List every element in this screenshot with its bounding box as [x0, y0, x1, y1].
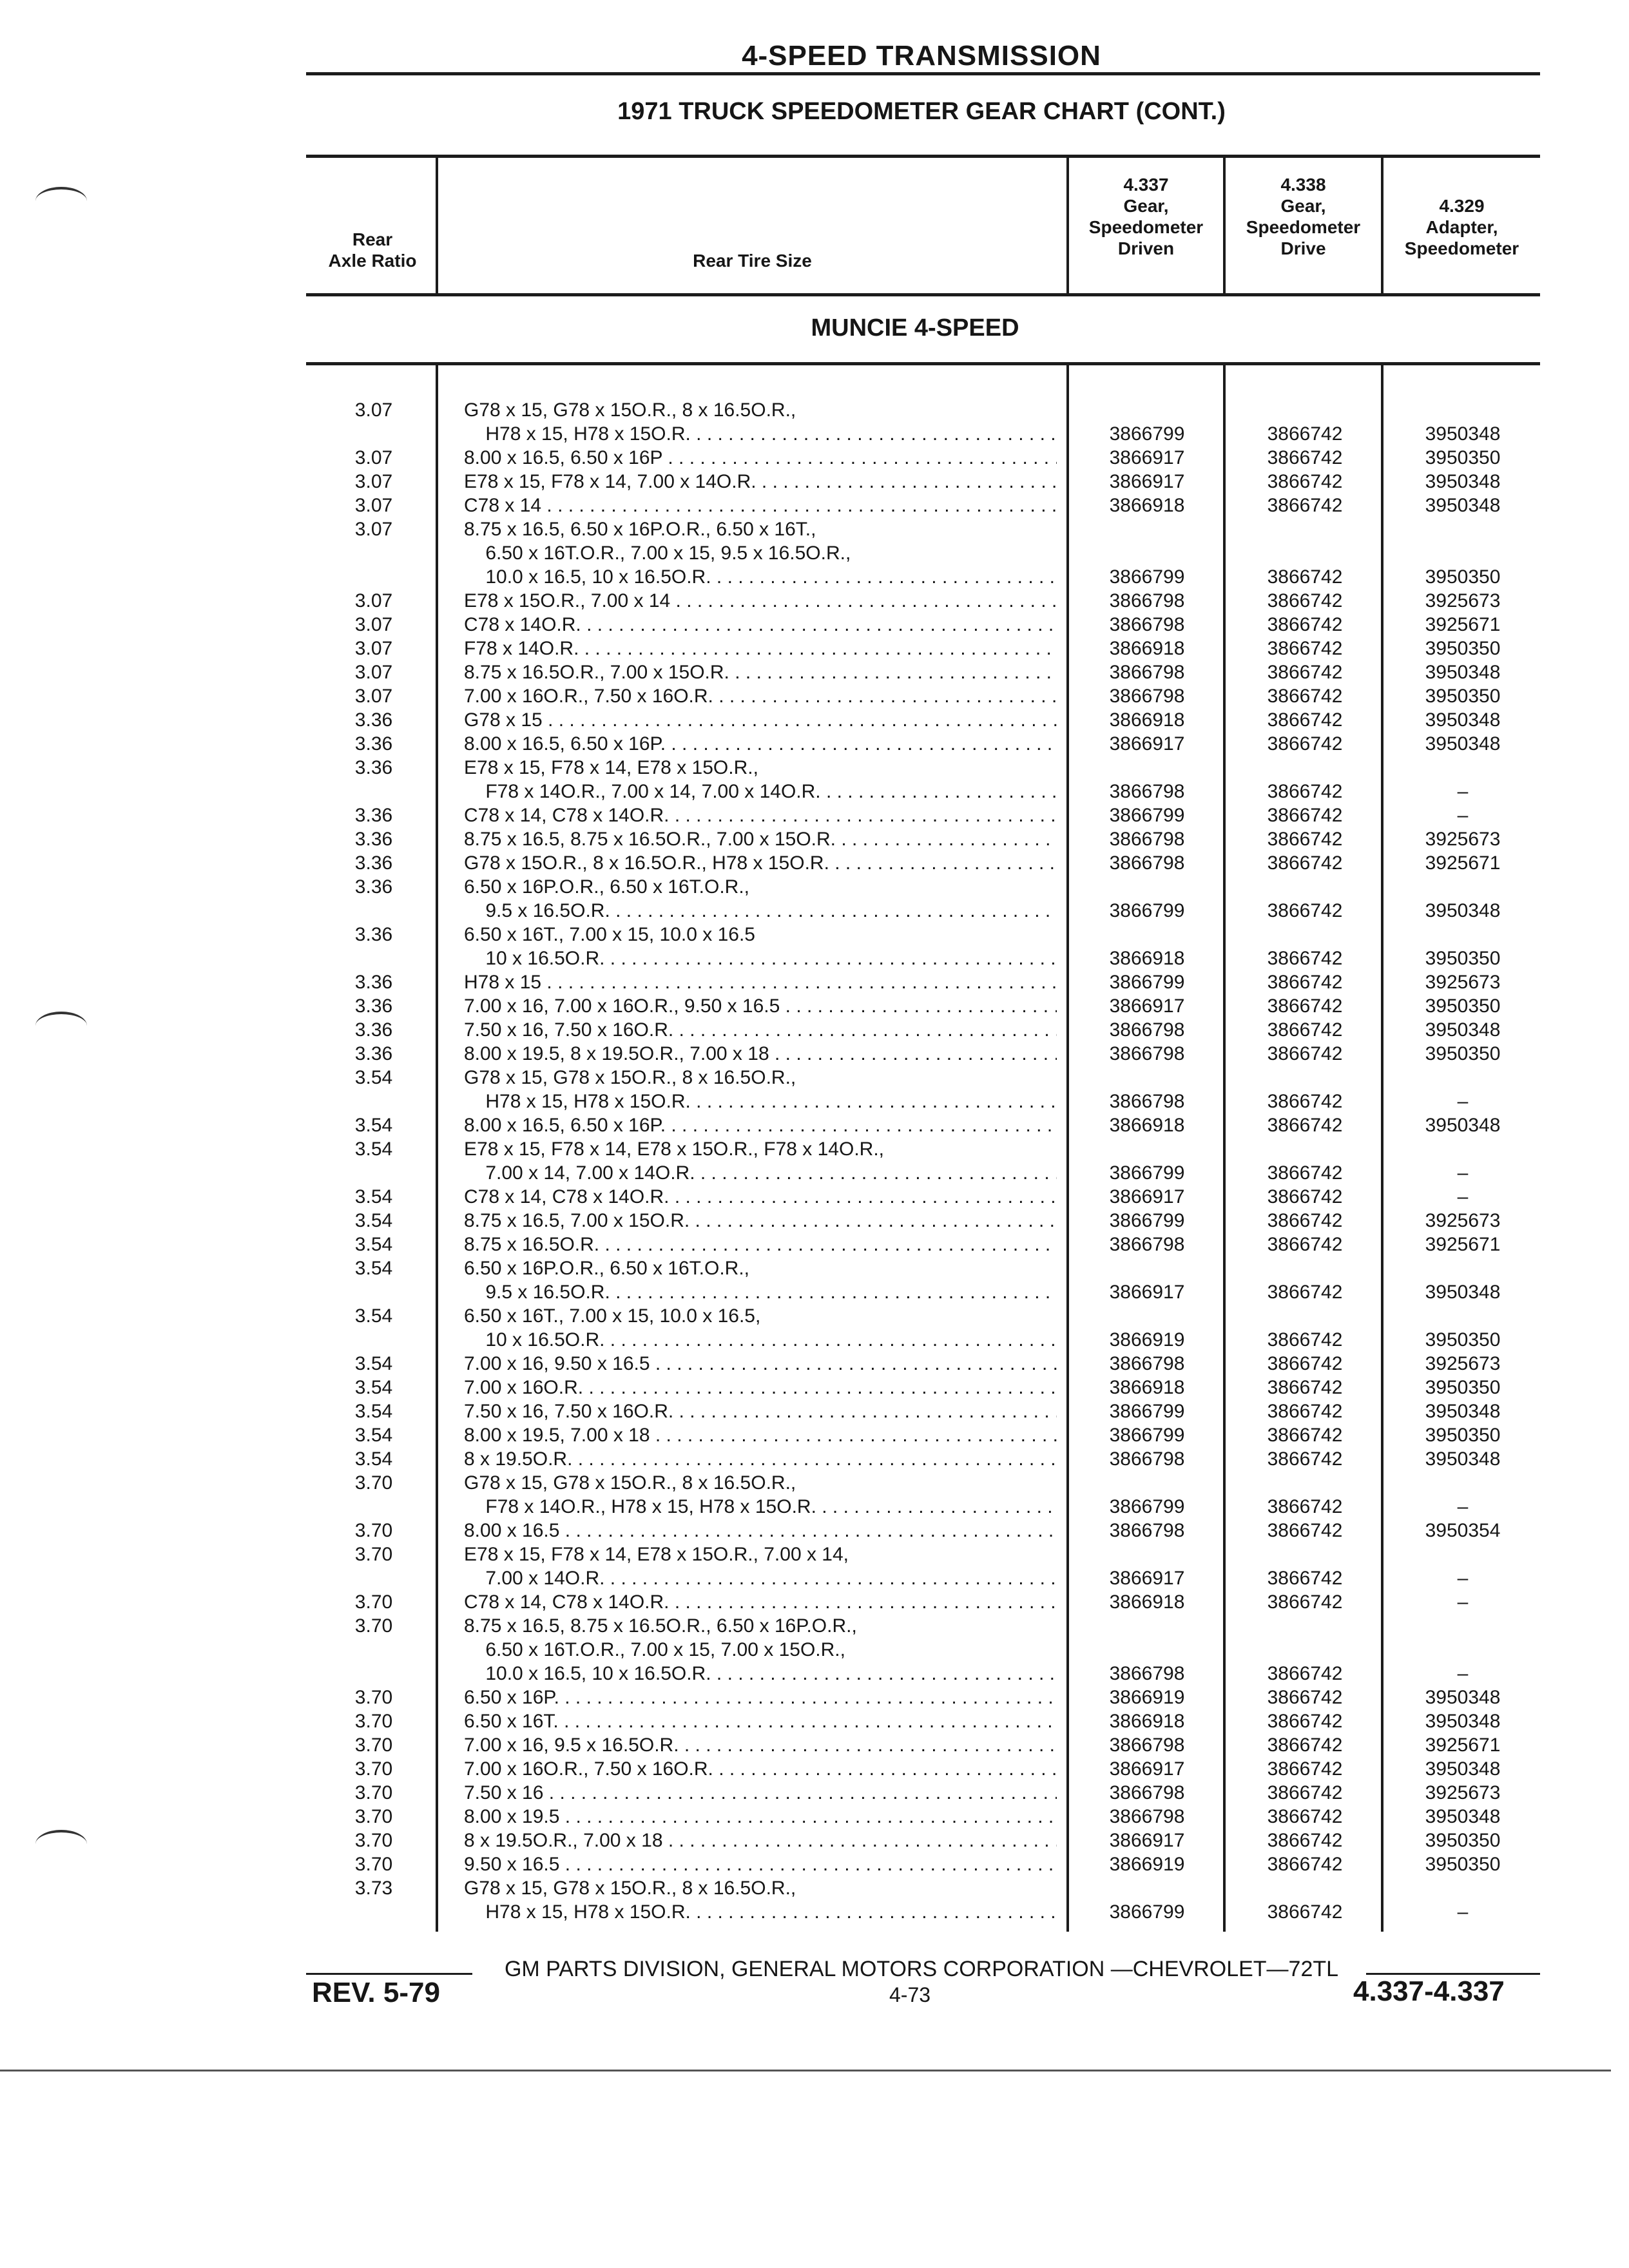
tire-size-cell: 6.50 x 16T., 7.00 x 15, 10.0 x 16.5, [464, 1305, 761, 1327]
tire-size-cell: F78 x 14O.R. . . . [464, 637, 1057, 660]
gear-drive-cell: 3866742 [1267, 1234, 1343, 1255]
axle-ratio-cell: 3.70 [354, 1735, 393, 1756]
adapter-cell: – [1457, 1162, 1469, 1184]
axle-ratio-cell: 3.07 [354, 638, 393, 659]
gear-driven-cell: 3866917 [1109, 1186, 1185, 1207]
adapter-cell: 3950348 [1425, 1019, 1501, 1041]
gear-driven-cell: 3866799 [1109, 1210, 1185, 1231]
adapter-cell: 3925671 [1425, 1234, 1501, 1255]
adapter-cell: 3950348 [1425, 662, 1501, 683]
gear-drive-cell: 3866742 [1267, 805, 1343, 826]
tire-size-cell: 7.50 x 16 . . . [464, 1781, 1057, 1805]
axle-ratio-cell: 3.54 [354, 1258, 393, 1279]
adapter-cell: 3925671 [1425, 852, 1501, 874]
tire-size-cell: 7.00 x 16O.R., 7.50 x 16O.R. . . . [464, 1757, 1057, 1781]
axle-ratio-cell: 3.54 [354, 1305, 393, 1327]
gear-driven-cell: 3866798 [1109, 852, 1185, 874]
gear-drive-cell: 3866742 [1267, 1687, 1343, 1708]
tire-size-cell: G78 x 15 . . . [464, 708, 1057, 732]
gear-driven-cell: 3866918 [1109, 1115, 1185, 1136]
adapter-cell: 3925673 [1425, 829, 1501, 850]
adapter-cell: – [1457, 1591, 1469, 1613]
tire-size-cell: 6.50 x 16T.O.R., 7.00 x 15, 9.5 x 16.5O.R., [464, 543, 851, 564]
axle-ratio-cell: 3.36 [354, 829, 393, 850]
adapter-cell: 3950354 [1425, 1520, 1501, 1541]
header-gear-drive [1226, 174, 1381, 259]
title-rule [306, 72, 1540, 75]
adapter-cell: – [1457, 1091, 1469, 1112]
tire-size-cell: 7.00 x 16, 9.5 x 16.5O.R. . . . [464, 1733, 1057, 1757]
gear-drive-cell: 3866742 [1267, 972, 1343, 993]
tire-size-cell: E78 x 15, F78 x 14, E78 x 15O.R., 7.00 x 14, [464, 1544, 849, 1565]
adapter-cell: 3950350 [1425, 447, 1501, 468]
gear-driven-cell: 3866798 [1109, 1782, 1185, 1803]
axle-ratio-cell: 3.54 [354, 1448, 393, 1470]
tire-size-cell: 7.00 x 16, 7.00 x 16O.R., 9.50 x 16.5 . . . [464, 994, 1057, 1018]
axle-ratio-cell: 3.70 [354, 1544, 393, 1565]
axle-ratio-cell: 3.07 [354, 662, 393, 683]
tire-size-cell: 6.50 x 16P. . . . [464, 1686, 1057, 1709]
tire-size-cell: 7.50 x 16, 7.50 x 16O.R. . . . [464, 1399, 1057, 1423]
tire-size-cell: 8.00 x 16.5, 6.50 x 16P. . . . [464, 1113, 1057, 1137]
adapter-cell: 3950348 [1425, 495, 1501, 516]
axle-ratio-cell: 3.54 [354, 1377, 393, 1398]
gear-drive-cell: 3866742 [1267, 1591, 1343, 1613]
header-line: Drive [1280, 238, 1326, 258]
adapter-cell: 3950350 [1425, 1830, 1501, 1851]
tire-size-cell: C78 x 14O.R. . . . [464, 613, 1057, 637]
gear-drive-cell: 3866742 [1267, 590, 1343, 611]
gear-driven-cell: 3866917 [1109, 471, 1185, 492]
tire-size-cell: 8.75 x 16.5, 8.75 x 16.5O.R., 7.00 x 15O.R. . . . [464, 827, 1057, 851]
section-number: 4.337-4.337 [1353, 1975, 1505, 2007]
gear-driven-cell: 3866799 [1109, 900, 1185, 921]
gear-driven-cell: 3866799 [1109, 972, 1185, 993]
adapter-cell: 3925673 [1425, 1210, 1501, 1231]
adapter-cell: – [1457, 1901, 1469, 1923]
gear-drive-cell: 3866742 [1267, 1353, 1343, 1374]
footer-text: GM PARTS DIVISION, GENERAL MOTORS CORPORATION —CHEVROLET—72TL [504, 1957, 1339, 1981]
adapter-cell: 3950348 [1425, 1806, 1501, 1827]
adapter-cell: 3950350 [1425, 686, 1501, 707]
header-line: Rear [352, 229, 393, 249]
gear-driven-cell: 3866798 [1109, 1019, 1185, 1041]
tire-size-cell: 10.0 x 16.5, 10 x 16.5O.R. . . . [464, 1662, 1057, 1686]
axle-ratio-cell: 3.07 [354, 495, 393, 516]
tire-size-cell: 8.75 x 16.5O.R. . . . [464, 1233, 1057, 1256]
gear-drive-cell: 3866742 [1267, 1019, 1343, 1041]
tire-size-cell: 9.5 x 16.5O.R. . . . [464, 899, 1057, 923]
axle-ratio-cell: 3.07 [354, 519, 393, 540]
gear-drive-cell: 3866742 [1267, 662, 1343, 683]
axle-ratio-cell: 3.36 [354, 995, 393, 1017]
header-line: 4.337 [1123, 175, 1169, 195]
axle-ratio-cell: 3.54 [354, 1115, 393, 1136]
gear-drive-cell: 3866742 [1267, 733, 1343, 754]
table-top-rule [306, 155, 1540, 158]
gear-drive-cell: 3866742 [1267, 1520, 1343, 1541]
gear-driven-cell: 3866798 [1109, 1735, 1185, 1756]
gear-driven-cell: 3866798 [1109, 1663, 1185, 1684]
tire-size-cell: 8 x 19.5O.R. . . . [464, 1447, 1057, 1471]
tire-size-cell: G78 x 15O.R., 8 x 16.5O.R., H78 x 15O.R. . . . [464, 851, 1057, 875]
tire-size-cell: 7.00 x 16O.R., 7.50 x 16O.R. . . . [464, 684, 1057, 708]
axle-ratio-cell: 3.70 [354, 1854, 393, 1875]
gear-driven-cell: 3866798 [1109, 1448, 1185, 1470]
tire-size-cell: 7.50 x 16, 7.50 x 16O.R. . . . [464, 1018, 1057, 1042]
axle-ratio-cell: 3.70 [354, 1591, 393, 1613]
axle-ratio-cell: 3.36 [354, 733, 393, 754]
gear-drive-cell: 3866742 [1267, 1782, 1343, 1803]
bottom-edge-rule [0, 2070, 1611, 2071]
page-title: 4-SPEED TRANSMISSION [742, 40, 1101, 72]
adapter-cell: 3950350 [1425, 566, 1501, 588]
revision-label: REV. 5-79 [312, 1977, 440, 2008]
header-line: Axle Ratio [328, 251, 417, 271]
gear-driven-cell: 3866799 [1109, 805, 1185, 826]
gear-driven-cell: 3866798 [1109, 1353, 1185, 1374]
adapter-cell: 3950348 [1425, 709, 1501, 731]
axle-ratio-cell: 3.70 [354, 1806, 393, 1827]
header-line: Speedometer [1246, 217, 1361, 237]
axle-ratio-cell: 3.73 [354, 1878, 393, 1899]
adapter-cell: 3950348 [1425, 1115, 1501, 1136]
gear-drive-cell: 3866742 [1267, 995, 1343, 1017]
adapter-cell: 3950350 [1425, 948, 1501, 969]
tire-size-cell: 9.50 x 16.5 . . . [464, 1852, 1057, 1876]
gear-driven-cell: 3866918 [1109, 495, 1185, 516]
adapter-cell: 3950350 [1425, 995, 1501, 1017]
axle-ratio-cell: 3.36 [354, 709, 393, 731]
tire-size-cell: G78 x 15, G78 x 15O.R., 8 x 16.5O.R., [464, 1878, 796, 1899]
gear-driven-cell: 3866918 [1109, 709, 1185, 731]
gear-drive-cell: 3866742 [1267, 1901, 1343, 1923]
tire-size-cell: E78 x 15O.R., 7.00 x 14 . . . [464, 589, 1057, 613]
axle-ratio-cell: 3.54 [354, 1234, 393, 1255]
gear-driven-cell: 3866799 [1109, 1425, 1185, 1446]
tire-size-cell: H78 x 15, H78 x 15O.R. . . . [464, 1900, 1057, 1924]
adapter-cell: 3950348 [1425, 1448, 1501, 1470]
gear-drive-cell: 3866742 [1267, 900, 1343, 921]
header-line: 4.329 [1439, 196, 1485, 216]
gear-drive-cell: 3866742 [1267, 495, 1343, 516]
gear-drive-cell: 3866742 [1267, 1663, 1343, 1684]
col-divider-1 [436, 157, 438, 295]
gear-drive-cell: 3866742 [1267, 423, 1343, 445]
gear-drive-cell: 3866742 [1267, 781, 1343, 802]
tire-size-cell: E78 x 15, F78 x 14, E78 x 15O.R., F78 x 14O.R., [464, 1139, 884, 1160]
gear-drive-cell: 3866742 [1267, 447, 1343, 468]
tire-size-cell: 8 x 19.5O.R., 7.00 x 18 . . . [464, 1829, 1057, 1852]
gear-drive-cell: 3866742 [1267, 709, 1343, 731]
axle-ratio-cell: 3.54 [354, 1401, 393, 1422]
adapter-cell: 3925673 [1425, 1782, 1501, 1803]
header-line: Adapter, [1425, 217, 1498, 237]
tire-size-cell: 9.5 x 16.5O.R. . . . [464, 1280, 1057, 1304]
gear-drive-cell: 3866742 [1267, 1806, 1343, 1827]
gear-driven-cell: 3866917 [1109, 733, 1185, 754]
gear-driven-cell: 3866798 [1109, 1043, 1185, 1064]
tire-size-cell: 7.00 x 14, 7.00 x 14O.R. . . . [464, 1161, 1057, 1185]
gear-driven-cell: 3866918 [1109, 1377, 1185, 1398]
axle-ratio-cell: 3.36 [354, 1019, 393, 1041]
chart-title: 1971 TRUCK SPEEDOMETER GEAR CHART (CONT.) [617, 98, 1226, 125]
tire-size-cell: G78 x 15, G78 x 15O.R., 8 x 16.5O.R., [464, 1472, 796, 1494]
adapter-cell: – [1457, 1496, 1469, 1517]
gear-driven-cell: 3866917 [1109, 1568, 1185, 1589]
gear-driven-cell: 3866798 [1109, 1806, 1185, 1827]
axle-ratio-cell: 3.54 [354, 1210, 393, 1231]
gear-drive-cell: 3866742 [1267, 471, 1343, 492]
gear-drive-cell: 3866742 [1267, 1186, 1343, 1207]
header-adapter [1383, 195, 1540, 259]
adapter-cell: 3925671 [1425, 1735, 1501, 1756]
adapter-cell: 3950348 [1425, 471, 1501, 492]
axle-ratio-cell: 3.54 [354, 1353, 393, 1374]
gear-drive-cell: 3866742 [1267, 614, 1343, 635]
tire-size-cell: G78 x 15, G78 x 15O.R., 8 x 16.5O.R., [464, 1067, 796, 1088]
axle-ratio-cell: 3.07 [354, 590, 393, 611]
page-number: 4-73 [889, 1983, 931, 2006]
section-bottom-rule [306, 362, 1540, 365]
axle-ratio-cell: 3.36 [354, 924, 393, 945]
gear-driven-cell: 3866799 [1109, 1496, 1185, 1517]
adapter-cell: 3925673 [1425, 590, 1501, 611]
tire-size-cell: H78 x 15 . . . [464, 970, 1057, 994]
axle-ratio-cell: 3.07 [354, 686, 393, 707]
gear-driven-cell: 3866918 [1109, 638, 1185, 659]
gear-drive-cell: 3866742 [1267, 1830, 1343, 1851]
tire-size-cell: 8.00 x 16.5 . . . [464, 1519, 1057, 1542]
header-line: Speedometer [1088, 217, 1204, 237]
header-line: Rear Tire Size [693, 251, 812, 271]
header-line: Driven [1117, 238, 1175, 258]
adapter-cell: 3925673 [1425, 1353, 1501, 1374]
tire-size-cell: 6.50 x 16T., 7.00 x 15, 10.0 x 16.5 [464, 924, 755, 945]
gear-drive-cell: 3866742 [1267, 852, 1343, 874]
gear-driven-cell: 3866798 [1109, 686, 1185, 707]
adapter-cell: – [1457, 805, 1469, 826]
tire-size-cell: 8.00 x 19.5, 7.00 x 18 . . . [464, 1423, 1057, 1447]
adapter-cell: 3950348 [1425, 1711, 1501, 1732]
gear-driven-cell: 3866798 [1109, 1520, 1185, 1541]
header-tire-size [438, 250, 1066, 271]
gear-drive-cell: 3866742 [1267, 1115, 1343, 1136]
axle-ratio-cell: 3.07 [354, 447, 393, 468]
adapter-cell: 3950348 [1425, 1401, 1501, 1422]
gear-driven-cell: 3866798 [1109, 590, 1185, 611]
axle-ratio-cell: 3.36 [354, 876, 393, 898]
tire-size-cell: 8.75 x 16.5, 6.50 x 16P.O.R., 6.50 x 16T., [464, 519, 816, 540]
axle-ratio-cell: 3.36 [354, 757, 393, 778]
axle-ratio-cell: 3.54 [354, 1425, 393, 1446]
gear-drive-cell: 3866742 [1267, 686, 1343, 707]
tire-size-cell: H78 x 15, H78 x 15O.R. . . . [464, 1090, 1057, 1113]
gear-drive-cell: 3866742 [1267, 829, 1343, 850]
adapter-cell: – [1457, 1568, 1469, 1589]
tire-size-cell: 6.50 x 16P.O.R., 6.50 x 16T.O.R., [464, 876, 750, 898]
gear-drive-cell: 3866742 [1267, 1568, 1343, 1589]
gear-driven-cell: 3866917 [1109, 1282, 1185, 1303]
gear-driven-cell: 3866799 [1109, 1162, 1185, 1184]
header-gear-driven [1069, 174, 1223, 259]
tire-size-cell: F78 x 14O.R., H78 x 15, H78 x 15O.R. . . . [464, 1495, 1057, 1519]
gear-driven-cell: 3866798 [1109, 1234, 1185, 1255]
tire-size-cell: 7.00 x 16, 9.50 x 16.5 . . . [464, 1352, 1057, 1376]
gear-driven-cell: 3866799 [1109, 1401, 1185, 1422]
axle-ratio-cell: 3.54 [354, 1186, 393, 1207]
adapter-cell: 3950348 [1425, 1282, 1501, 1303]
tire-size-cell: E78 x 15, F78 x 14, E78 x 15O.R., [464, 757, 758, 778]
gear-driven-cell: 3866919 [1109, 1854, 1185, 1875]
gear-driven-cell: 3866918 [1109, 1711, 1185, 1732]
axle-ratio-cell: 3.36 [354, 972, 393, 993]
adapter-cell: 3950348 [1425, 423, 1501, 445]
tire-size-cell: C78 x 14, C78 x 14O.R. . . . [464, 803, 1057, 827]
tire-size-cell: E78 x 15, F78 x 14, 7.00 x 14O.R. . . . [464, 470, 1057, 494]
tire-size-cell: G78 x 15, G78 x 15O.R., 8 x 16.5O.R., [464, 399, 796, 421]
axle-ratio-cell: 3.70 [354, 1687, 393, 1708]
adapter-cell: 3950350 [1425, 1043, 1501, 1064]
gear-drive-cell: 3866742 [1267, 1758, 1343, 1780]
col-divider-2-body [1066, 364, 1069, 1932]
gear-drive-cell: 3866742 [1267, 1377, 1343, 1398]
gear-drive-cell: 3866742 [1267, 1425, 1343, 1446]
gear-drive-cell: 3866742 [1267, 1711, 1343, 1732]
gear-driven-cell: 3866918 [1109, 1591, 1185, 1613]
tire-size-cell: 6.50 x 16T.O.R., 7.00 x 15, 7.00 x 15O.R., [464, 1639, 845, 1660]
adapter-cell: – [1457, 781, 1469, 802]
tire-size-cell: 8.00 x 19.5, 8 x 19.5O.R., 7.00 x 18 . . . [464, 1042, 1057, 1066]
gear-driven-cell: 3866798 [1109, 1091, 1185, 1112]
adapter-cell: 3950350 [1425, 1329, 1501, 1350]
tire-size-cell: 8.00 x 16.5, 6.50 x 16P . . . [464, 446, 1057, 470]
gear-drive-cell: 3866742 [1267, 1043, 1343, 1064]
gear-drive-cell: 3866742 [1267, 1162, 1343, 1184]
gear-driven-cell: 3866919 [1109, 1329, 1185, 1350]
gear-drive-cell: 3866742 [1267, 566, 1343, 588]
axle-ratio-cell: 3.70 [354, 1758, 393, 1780]
tire-size-cell: 8.75 x 16.5, 8.75 x 16.5O.R., 6.50 x 16P.O.R., [464, 1615, 857, 1637]
gear-driven-cell: 3866799 [1109, 566, 1185, 588]
header-line: Gear, [1123, 196, 1169, 216]
axle-ratio-cell: 3.70 [354, 1830, 393, 1851]
gear-drive-cell: 3866742 [1267, 1496, 1343, 1517]
gear-driven-cell: 3866917 [1109, 1830, 1185, 1851]
adapter-cell: 3925671 [1425, 614, 1501, 635]
tire-size-cell: 8.00 x 19.5 . . . [464, 1805, 1057, 1829]
adapter-cell: 3925673 [1425, 972, 1501, 993]
header-line: Gear, [1280, 196, 1326, 216]
header-bottom-rule [306, 293, 1540, 296]
gear-driven-cell: 3866918 [1109, 948, 1185, 969]
gear-drive-cell: 3866742 [1267, 1210, 1343, 1231]
margin-mark [35, 1012, 87, 1040]
axle-ratio-cell: 3.70 [354, 1711, 393, 1732]
tire-size-cell: H78 x 15, H78 x 15O.R. . . . [464, 422, 1057, 446]
axle-ratio-cell: 3.70 [354, 1782, 393, 1803]
axle-ratio-cell: 3.36 [354, 805, 393, 826]
axle-ratio-cell: 3.36 [354, 852, 393, 874]
adapter-cell: – [1457, 1663, 1469, 1684]
gear-driven-cell: 3866917 [1109, 447, 1185, 468]
tire-size-cell: C78 x 14 . . . [464, 494, 1057, 517]
tire-size-cell: 10 x 16.5O.R. . . . [464, 1328, 1057, 1352]
gear-driven-cell: 3866799 [1109, 423, 1185, 445]
tire-size-cell: C78 x 14, C78 x 14O.R. . . . [464, 1185, 1057, 1209]
adapter-cell: 3950350 [1425, 1425, 1501, 1446]
gear-driven-cell: 3866917 [1109, 1758, 1185, 1780]
gear-drive-cell: 3866742 [1267, 1854, 1343, 1875]
tire-size-cell: 7.00 x 16O.R. . . . [464, 1376, 1057, 1399]
gear-drive-cell: 3866742 [1267, 948, 1343, 969]
gear-drive-cell: 3866742 [1267, 1401, 1343, 1422]
axle-ratio-cell: 3.07 [354, 399, 393, 421]
gear-drive-cell: 3866742 [1267, 1448, 1343, 1470]
tire-size-cell: 6.50 x 16T. . . . [464, 1709, 1057, 1733]
adapter-cell: 3950350 [1425, 1854, 1501, 1875]
gear-driven-cell: 3866798 [1109, 662, 1185, 683]
gear-driven-cell: 3866798 [1109, 781, 1185, 802]
tire-size-cell: 10.0 x 16.5, 10 x 16.5O.R. . . . [464, 565, 1057, 589]
gear-driven-cell: 3866799 [1109, 1901, 1185, 1923]
tire-size-cell: 10 x 16.5O.R. . . . [464, 947, 1057, 970]
gear-driven-cell: 3866919 [1109, 1687, 1185, 1708]
adapter-cell: 3950350 [1425, 1377, 1501, 1398]
axle-ratio-cell: 3.70 [354, 1520, 393, 1541]
tire-size-cell: F78 x 14O.R., 7.00 x 14, 7.00 x 14O.R. . . . [464, 780, 1057, 803]
axle-ratio-cell: 3.07 [354, 614, 393, 635]
tire-size-cell: 8.00 x 16.5, 6.50 x 16P. . . . [464, 732, 1057, 756]
adapter-cell: 3950348 [1425, 1687, 1501, 1708]
adapter-cell: 3950350 [1425, 638, 1501, 659]
gear-drive-cell: 3866742 [1267, 638, 1343, 659]
axle-ratio-cell: 3.36 [354, 1043, 393, 1064]
axle-ratio-cell: 3.54 [354, 1067, 393, 1088]
adapter-cell: 3950348 [1425, 733, 1501, 754]
axle-ratio-cell: 3.70 [354, 1615, 393, 1637]
gear-drive-cell: 3866742 [1267, 1329, 1343, 1350]
gear-driven-cell: 3866798 [1109, 829, 1185, 850]
gear-drive-cell: 3866742 [1267, 1735, 1343, 1756]
adapter-cell: 3950348 [1425, 1758, 1501, 1780]
axle-ratio-cell: 3.54 [354, 1139, 393, 1160]
axle-ratio-cell: 3.70 [354, 1472, 393, 1494]
header-line: Speedometer [1404, 238, 1519, 258]
tire-size-cell: C78 x 14, C78 x 14O.R. . . . [464, 1590, 1057, 1614]
tire-size-cell: 8.75 x 16.5O.R., 7.00 x 15O.R. . . . [464, 660, 1057, 684]
adapter-cell: 3950348 [1425, 900, 1501, 921]
header-axle-ratio [309, 229, 436, 271]
gear-driven-cell: 3866798 [1109, 614, 1185, 635]
gear-drive-cell: 3866742 [1267, 1091, 1343, 1112]
adapter-cell: – [1457, 1186, 1469, 1207]
axle-ratio-cell: 3.07 [354, 471, 393, 492]
tire-size-cell: 6.50 x 16P.O.R., 6.50 x 16T.O.R., [464, 1258, 750, 1279]
margin-mark [35, 187, 87, 215]
gear-driven-cell: 3866917 [1109, 995, 1185, 1017]
margin-mark [35, 1830, 87, 1858]
tire-size-cell: 7.00 x 14O.R. . . . [464, 1566, 1057, 1590]
gear-drive-cell: 3866742 [1267, 1282, 1343, 1303]
header-line: 4.338 [1280, 175, 1326, 195]
section-title: MUNCIE 4-SPEED [811, 314, 1019, 341]
tire-size-cell: 8.75 x 16.5, 7.00 x 15O.R. . . . [464, 1209, 1057, 1233]
